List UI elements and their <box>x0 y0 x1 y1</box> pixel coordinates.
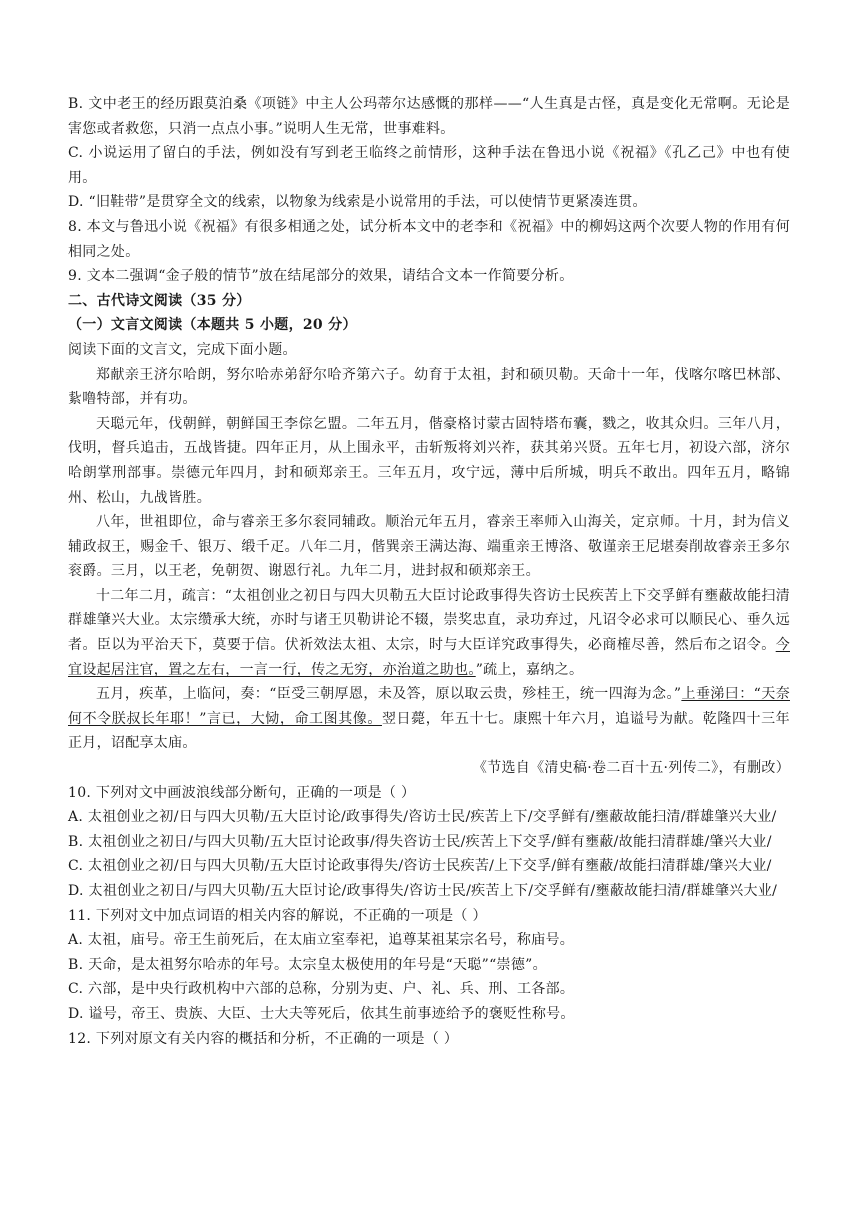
subsection-title: （一）文言文阅读（本题共 5 小题，20 分） <box>68 317 357 334</box>
paragraph-4-underlined: 今宜设起居注官，置之左右，一言一行，传之无穷，亦治道之助也。 <box>68 637 790 678</box>
question-9: 9. 文本二强调“金子般的情节”放在结尾部分的效果，请结合文本一作简要分析。 <box>68 268 574 285</box>
question-11-option-a: A. 太祖，庙号。帝王生前死后，在太庙立室奉祀，追尊某祖某宗名号，称庙号。 <box>68 932 575 949</box>
passage-paragraph-1: 郑献亲王济尔哈朗，努尔哈赤弟舒尔哈齐第六子。幼育于太祖，封和硕贝勒。天命十一年，伐喀尔喀巴林部、紥噜特部，并有功。 <box>68 366 790 408</box>
question-11-option-b: B. 天命，是太祖努尔哈赤的年号。太宗皇太极使用的年号是“天聪”“崇德”。 <box>68 956 547 973</box>
option-d-q7: D. “旧鞋带”是贯穿全文的线索，以物象为线索是小说常用的手法，可以使情节更紧凑连贯。 <box>68 194 647 211</box>
passage-paragraph-2: 天聪元年，伐朝鲜，朝鲜国王李倧乞盟。二年五月，偕豪格讨蒙古固特塔布囊，戮之，收其众归。三年八月，伐明，督兵追击，五战皆捷。四年正月，从上围永平，击斩叛将刘兴祚，获其弟兴贤。五年七月，初设六部，济尔哈朗掌刑部事。崇德元年四月，封和硕郑亲王。三年五月，攻宁远，薄中后所城，明兵不敢出。四年五月，略锦州、松山，九战皆胜。 <box>68 415 790 506</box>
paragraph-5-underlined: 上垂涕曰：“天奈何不令朕叔长年耶！”言已，大恸，命工图其像。 <box>68 686 790 727</box>
passage-paragraph-5 <box>68 682 790 756</box>
passage-source: 《节选自《清史稿·卷二百十五·列传二》，有删改） <box>472 760 790 777</box>
question-11: 11. 下列对文中加点词语的相关内容的解说，不正确的一项是（ ） <box>68 907 487 924</box>
question-8: 8. 本文与鲁迅小说《祝福》有很多相通之处，试分析本文中的老李和《祝福》中的柳妈这两个次要人物的作用有何相同之处。 <box>68 218 790 260</box>
question-10-option-d: D. 太祖创业之初日/与四大贝勒/五大臣讨论/政事得失/咨访士民/疾苦上下/交孚鲜有/壅蔽故能扫清/群雄肇兴大业/ <box>68 883 778 899</box>
question-10: 10. 下列对文中画波浪线部分断句，正确的一项是（ ） <box>68 784 416 801</box>
question-10-option-b: B. 太祖创业之初日/与四大贝勒/五大臣讨论政事/得失咨访士民/疾苦上下交孚/鲜有壅蔽/故能扫清群雄/肇兴大业/ <box>68 833 772 850</box>
instruction: 阅读下面的文言文，完成下面小题。 <box>68 341 297 358</box>
paragraph-4-end: ”疏上，嘉纳之。 <box>475 661 584 678</box>
question-11-option-d: D. 谥号，帝王、贵族、大臣、士大夫等死后，依其生前事迹给予的褒贬性称号。 <box>68 1005 575 1022</box>
question-11-option-c: C. 六部，是中央行政机构中六部的总称，分别为吏、户、礼、兵、刑、工各部。 <box>68 981 575 998</box>
option-b-q7: B. 文中老王的经历跟莫泊桑《项链》中主人公玛蒂尔达感慨的那样——“人生真是古怪，真是变化无常啊。无论是害您或者救您，只消一点点小事。”说明人生无常，世事难料。 <box>68 96 790 137</box>
section-title: 二、古代诗文阅读（35 分） <box>68 292 251 309</box>
question-10-option-c: C. 太祖创业之初/日与四大贝勒/五大臣讨论政事得失/咨访士民疾苦/上下交孚/鲜有壅蔽/故能扫清群雄/肇兴大业/ <box>68 858 772 875</box>
passage-paragraph-4 <box>68 584 790 682</box>
paragraph-5-text: 五月，疾革，上临问，奏：“臣受三朝厚恩，未及答，原以取云贵，殄桂王，统一四海为念。” <box>96 686 682 703</box>
question-10-option-a: A. 太祖创业之初/日与四大贝勒/五大臣讨论/政事得失/咨访士民/疾苦上下/交孚鲜有/壅蔽故能扫清/群雄肇兴大业/ <box>68 809 777 826</box>
document-page <box>68 92 790 1051</box>
paragraph-4-text: 十二年二月，疏言：“太祖创业之初日与四大贝勒五大臣讨论政事得失咨访士民疾苦上下交孚鲜有壅蔽故能扫清群雄肇兴大业。太宗缵承大统，亦时与诸王贝勒讲论不辍，崇奖忠直，录功弃过，凡诏令必求可以顺民心、垂久远者。臣以为平治天下，莫要于信。伏祈效法太祖、太宗，时与大臣详究政事得失，必商榷尽善，然后布之诏令。 <box>68 587 790 654</box>
question-12: 12. 下列对原文有关内容的概括和分析，不正确的一项是（ ） <box>68 1030 459 1047</box>
option-c-q7: C. 小说运用了留白的手法，例如没有写到老王临终之前情形，这种手法在鲁迅小说《祝福》《孔乙己》中也有使用。 <box>68 145 790 186</box>
paragraph-5-end: 翌日薨，年五十七。康熙十年六月，追谥号为献。乾隆四十三年正月，诏配享太庙。 <box>68 710 790 752</box>
passage-paragraph-3: 八年，世祖即位，命与睿亲王多尔衮同辅政。顺治元年五月，睿亲王率师入山海关，定京师。十月，封为信义辅政叔王，赐金千、银万、缎千疋。八年二月，偕巽亲王满达海、端重亲王博洛、敬谨亲王尼堪奏削故睿亲王多尔衮爵。三月，以王老，免朝贺、谢恩行礼。九年二月，进封叔和硕郑亲王。 <box>68 514 790 580</box>
